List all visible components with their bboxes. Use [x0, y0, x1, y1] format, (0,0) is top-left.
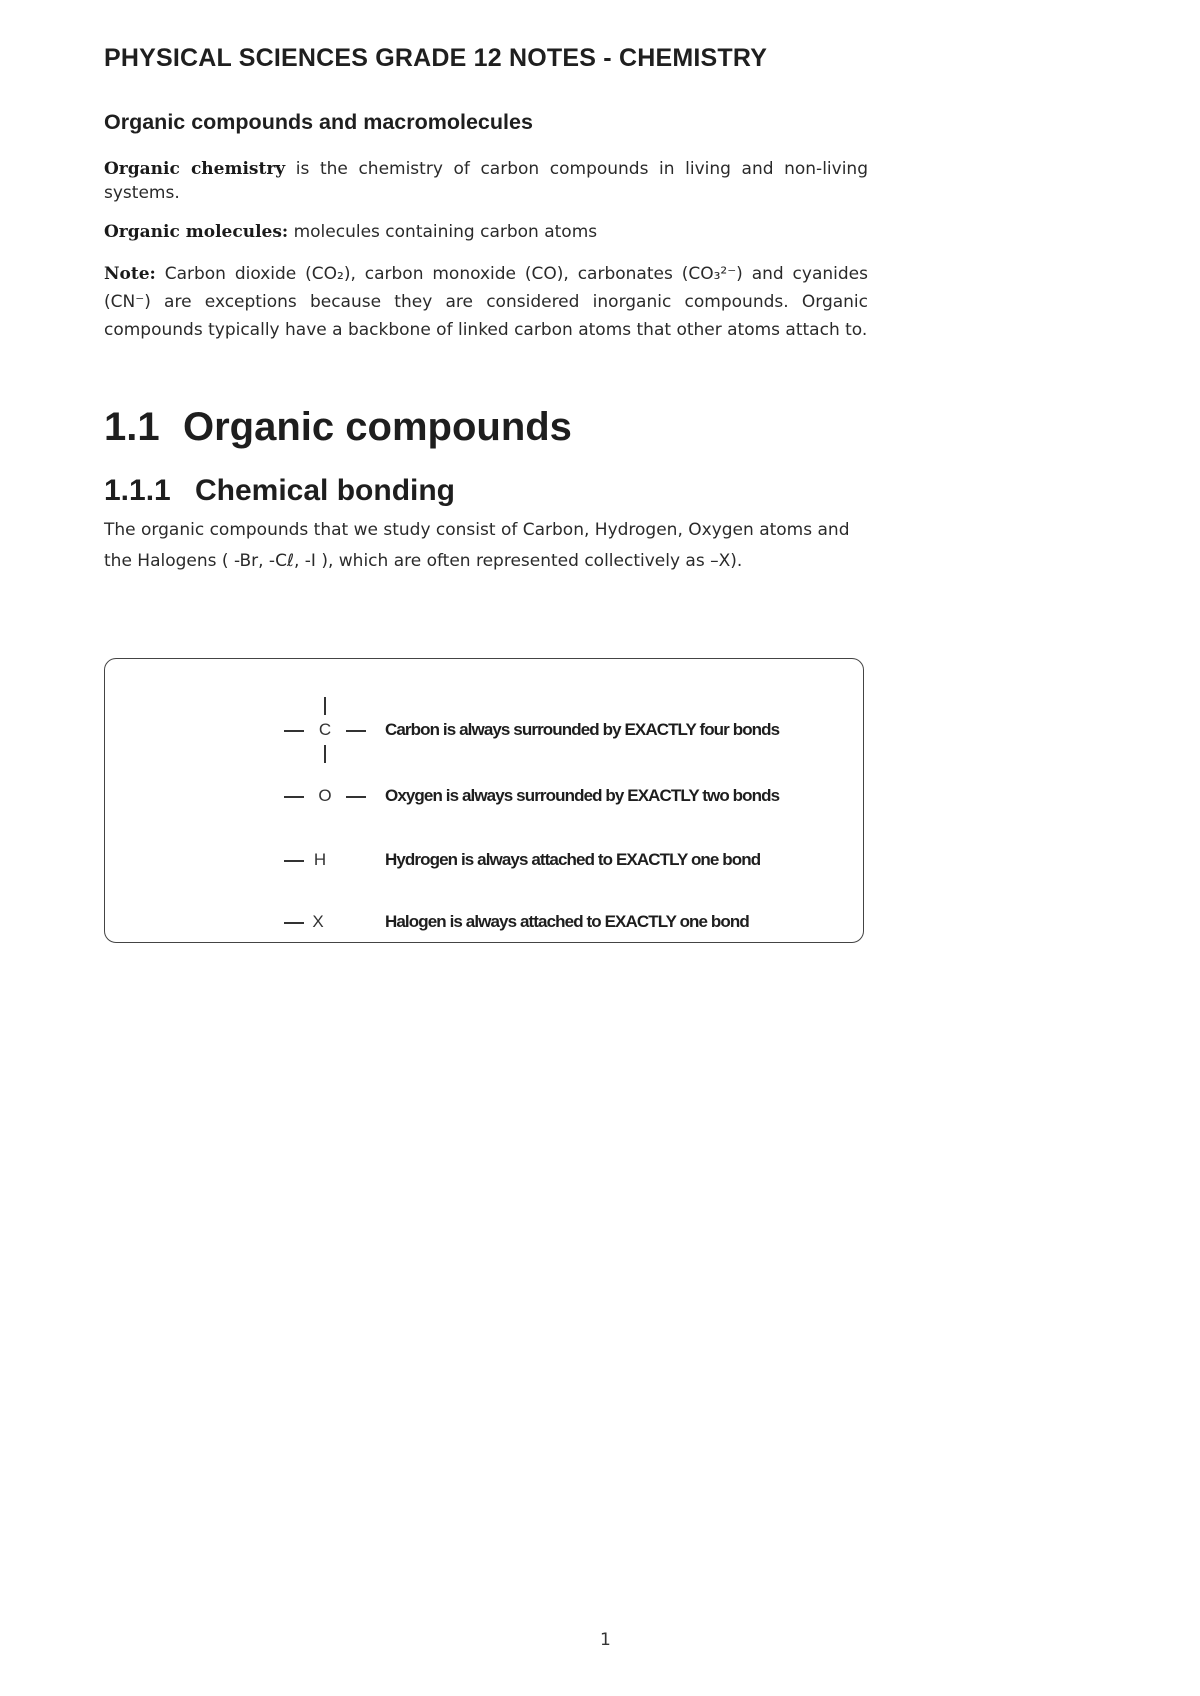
molecules-text: molecules containing carbon atoms — [288, 222, 598, 242]
halogen-bond — [284, 922, 304, 924]
subsection-number: 1.1.1 — [104, 474, 171, 507]
halogen-rule-text: Halogen is always attached to EXACTLY one bond — [385, 912, 749, 931]
section-title: Organic compounds — [183, 405, 572, 449]
halogen-rule-row — [105, 902, 865, 942]
document-header: PHYSICAL SCIENCES GRADE 12 NOTES - CHEMISTRY — [104, 44, 768, 72]
halogen-symbol: X — [312, 912, 324, 931]
oxygen-rule-text: Oxygen is always surrounded by EXACTLY two bonds — [385, 786, 780, 805]
carbon-bond-right — [346, 730, 366, 732]
hydrogen-rule-text: Hydrogen is always attached to EXACTLY one bond — [385, 850, 761, 869]
molecules-term: Organic molecules: — [104, 222, 289, 242]
page-number: 1 — [600, 1630, 611, 1650]
oxygen-bond-right — [346, 796, 366, 798]
hydrogen-bond — [284, 860, 304, 862]
subsection-paragraph: The organic compounds that we study consist of Carbon, Hydrogen, Oxygen atoms and the Halogens ( -Br, -Cℓ, -I ), which are often represented collectively as –X). — [104, 520, 850, 571]
oxygen-rule-row — [105, 776, 865, 816]
oxygen-bond-left — [284, 796, 304, 798]
note-text: Carbon dioxide (CO₂), carbon monoxide (CO), carbonates (CO₃²⁻) and cyanides (CN⁻) are exceptions because they are considered inorganic compounds. Organic compounds typically have a backbone of linked carbon atoms that other atoms attach to. — [104, 264, 868, 340]
carbon-symbol: C — [318, 720, 332, 739]
hydrogen-rule-row — [105, 840, 865, 880]
carbon-rule-row — [105, 710, 865, 750]
subsection-title: Chemical bonding — [195, 474, 456, 507]
section-number: 1.1 — [104, 405, 160, 449]
molecules-paragraph — [104, 220, 868, 245]
carbon-bond-bottom — [324, 745, 326, 763]
oxygen-symbol: O — [318, 786, 332, 805]
document-subtitle: Organic compounds and macromolecules — [104, 110, 533, 134]
subsection-heading — [104, 474, 455, 508]
note-paragraph — [104, 260, 868, 344]
carbon-bond-left — [284, 730, 304, 732]
definition-paragraph — [104, 157, 868, 205]
bonding-rules-box — [104, 658, 864, 943]
hydrogen-symbol: H — [313, 850, 327, 869]
section-heading — [104, 405, 572, 450]
definition-term: Organic chemistry — [104, 159, 286, 179]
definition-text: is the chemistry of carbon compounds in living and non-living systems. — [104, 159, 868, 203]
carbon-bond-top — [324, 697, 326, 715]
note-term: Note: — [104, 264, 156, 284]
carbon-rule-text: Carbon is always surrounded by EXACTLY four bonds — [385, 720, 780, 739]
